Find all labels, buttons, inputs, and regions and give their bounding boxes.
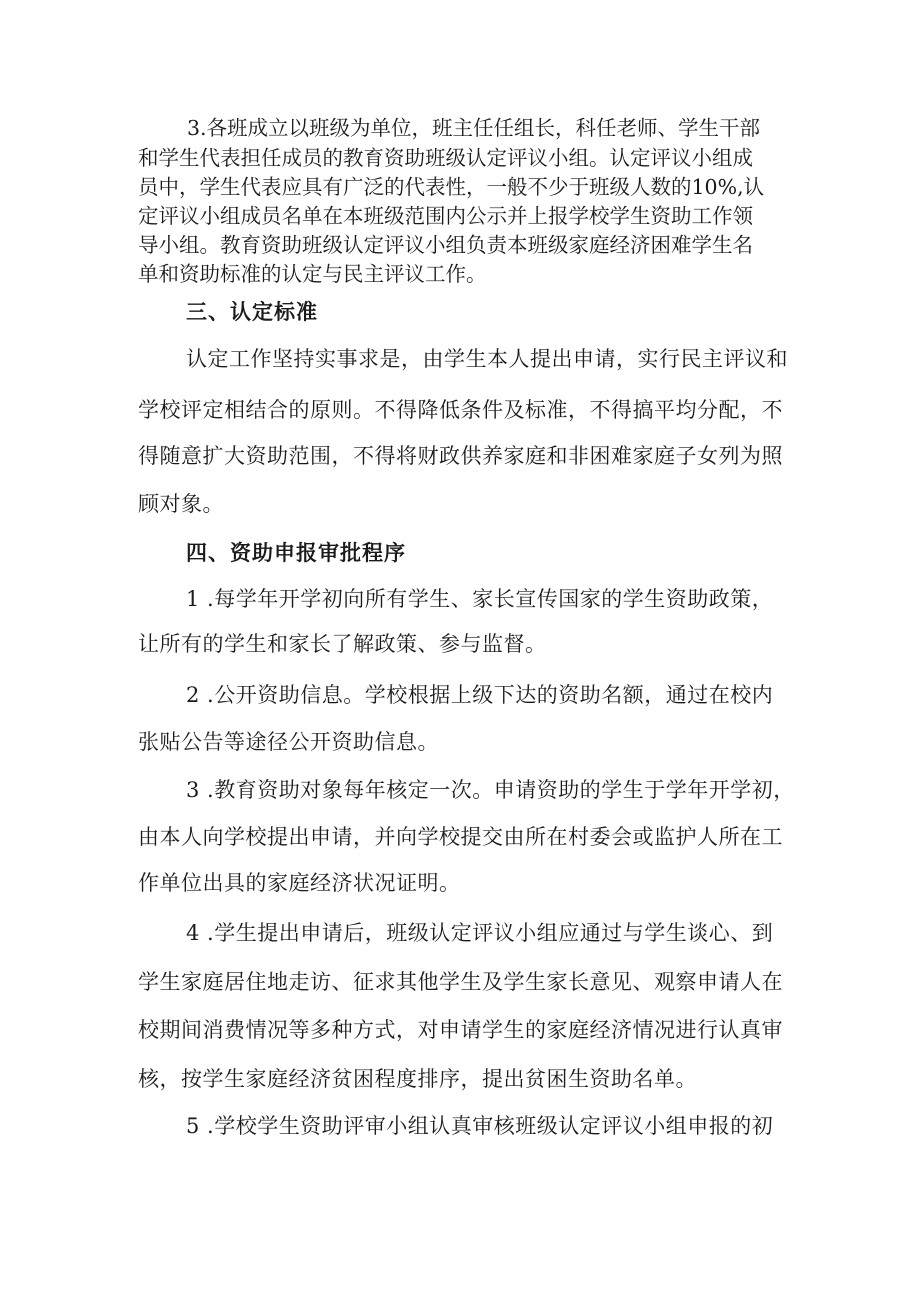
text-line: 让所有的学生和家长了解政策、参与监督。: [138, 632, 547, 656]
text-line: 张贴公告等途径公开资助信息。: [138, 730, 439, 754]
text-line: 作单位出具的家庭经济状况证明。: [138, 871, 461, 895]
text-line: 员中，学生代表应具有广泛的代表性，一般不少于班级人数的10%,认: [138, 175, 765, 199]
section-heading-criteria: 三、认定标准: [186, 300, 318, 324]
text-line: 学生家庭居住地走访、征求其他学生及学生家长意见、观察申请人在: [138, 970, 783, 994]
text-line: 得随意扩大资助范围，不得将财政供养家庭和非困难家庭子女列为照: [138, 444, 783, 468]
text-line: 和学生代表担任成员的教育资助班级认定评议小组。认定评议小组成: [138, 146, 753, 170]
text-line: 定评议小组成员名单在本班级范围内公示并上报学校学生资助工作领: [138, 204, 753, 228]
text-line: 校期间消费情况等多种方式，对申请学生的家庭经济情况进行认真审: [138, 1018, 783, 1042]
text-line: 认定工作坚持实事求是，由学生本人提出申请，实行民主评议和: [186, 347, 788, 371]
text-line: 1 .每学年开学初向所有学生、家长宣传国家的学生资助政策，: [186, 587, 774, 611]
text-line: 3 .教育资助对象每年核定一次。申请资助的学生于学年开学初，: [186, 778, 795, 802]
text-line: 单和资助标准的认定与民主评议工作。: [138, 262, 487, 286]
text-line: 学校评定相结合的原则。不得降低条件及标准，不得搞平均分配，不: [138, 398, 783, 422]
text-line: 导小组。教育资助班级认定评议小组负责本班级家庭经济困难学生名: [138, 233, 753, 257]
text-line: 核，按学生家庭经济贫困程度排序，提出贫困生资助名单。: [138, 1067, 697, 1091]
text-line: 2 .公开资助信息。学校根据上级下达的资助名额，通过在校内: [186, 683, 774, 707]
section-heading-procedure: 四、资助申报审批程序: [186, 541, 406, 565]
text-line: 3.各班成立以班级为单位，班主任任组长，科任老师、学生干部: [187, 116, 761, 140]
text-line: 4 .学生提出申请后，班级认定评议小组应通过与学生谈心、到: [186, 921, 774, 945]
text-line: 顾对象。: [138, 492, 224, 516]
text-line: 5 .学校学生资助评审小组认真审核班级认定评议小组申报的初: [186, 1114, 774, 1138]
text-line: 由本人向学校提出申请，并向学校提交由所在村委会或监护人所在工: [138, 825, 783, 849]
